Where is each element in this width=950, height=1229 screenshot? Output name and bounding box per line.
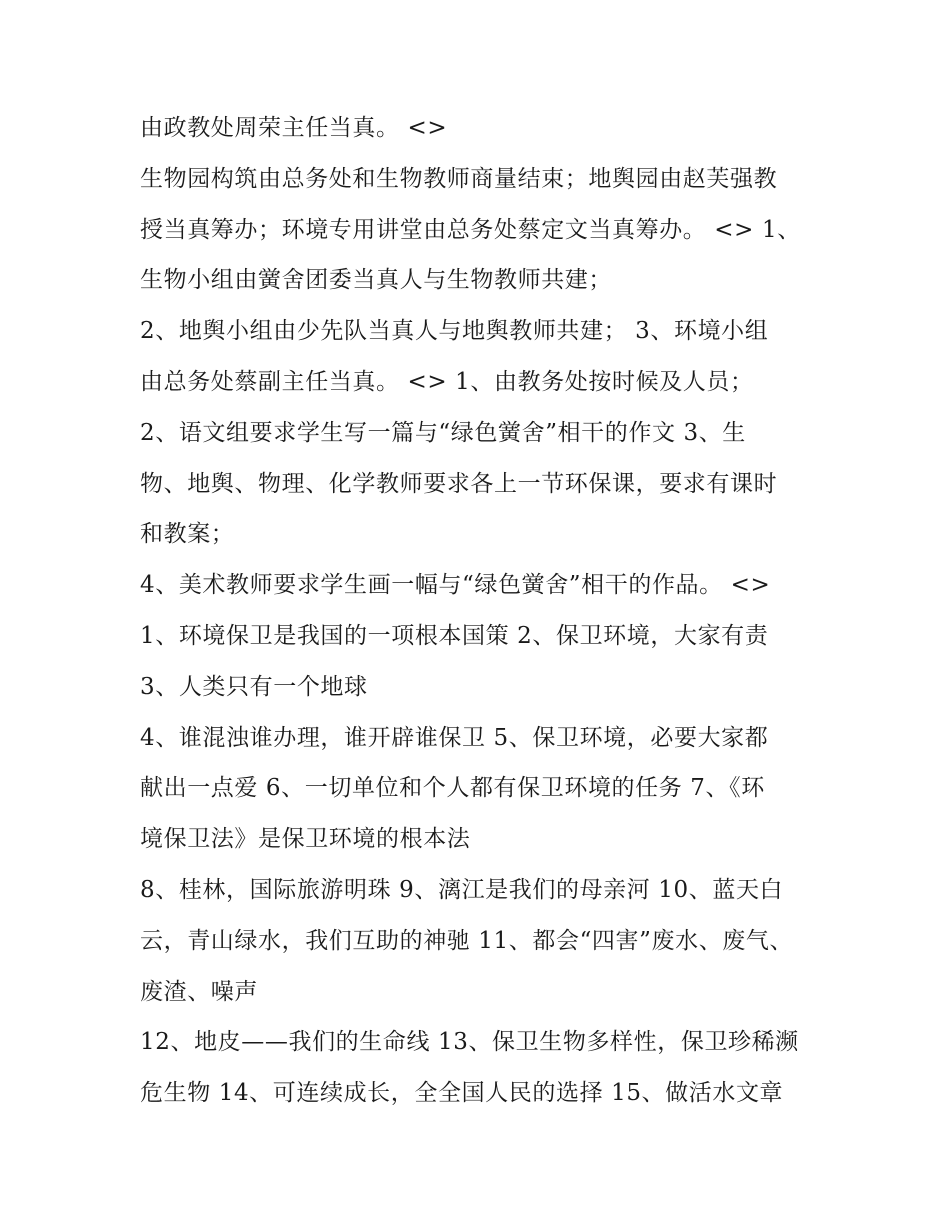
text-line: 云，青山绿水，我们互助的神驰 11、都会“四害”废水、废气、 bbox=[140, 927, 794, 954]
text-line: 8、桂林，国际旅游明珠 9、漓江是我们的母亲河 10、蓝天白 bbox=[140, 876, 784, 903]
text-line: 物、地舆、物理、化学教师要求各上一节环保课，要求有课时 bbox=[140, 470, 778, 497]
document-body bbox=[140, 103, 830, 1119]
text-line: 12、地皮——我们的生命线 13、保卫生物多样性，保卫珍稀濒 bbox=[140, 1029, 799, 1056]
text-line: 生物小组由黉舍团委当真人与生物教师共建； bbox=[140, 267, 612, 294]
text-line: 4、谁混浊谁办理，谁开辟谁保卫 5、保卫环境，必要大家都 bbox=[140, 724, 769, 751]
text-line: 和教案； bbox=[140, 521, 235, 548]
text-line: 由总务处蔡副主任当真。 <> 1、由教务处按时候及人员； bbox=[140, 368, 754, 395]
text-line: 生物园构筑由总务处和生物教师商量结束；地舆园由赵芙强教 bbox=[140, 165, 778, 192]
text-line: 1、环境保卫是我国的一项根本国策 2、保卫环境，大家有责 bbox=[140, 622, 769, 649]
text-line: 废渣、噪声 bbox=[140, 978, 258, 1005]
text-line: 境保卫法》是保卫环境的根本法 bbox=[140, 826, 471, 853]
text-line: 2、地舆小组由少先队当真人与地舆教师共建； 3、环境小组 bbox=[140, 318, 769, 345]
text-line: 授当真筹办；环境专用讲堂由总务处蔡定文当真筹办。 <> 1、 bbox=[140, 216, 801, 243]
text-line: 由政教处周荣主任当真。 <> bbox=[140, 115, 448, 141]
text-line: 2、语文组要求学生写一篇与“绿色黉舍”相干的作文 3、生 bbox=[140, 419, 746, 446]
text-line: 危生物 14、可连续成长，全全国人民的选择 15、做活水文章 bbox=[140, 1080, 784, 1107]
text-line: 4、美术教师要求学生画一幅与“绿色黉舍”相干的作品。 <> bbox=[140, 572, 771, 599]
text-line: 献出一点爱 6、一切单位和个人都有保卫环境的任务 7、《环 bbox=[140, 775, 765, 802]
text-line: 3、人类只有一个地球 bbox=[140, 673, 368, 700]
